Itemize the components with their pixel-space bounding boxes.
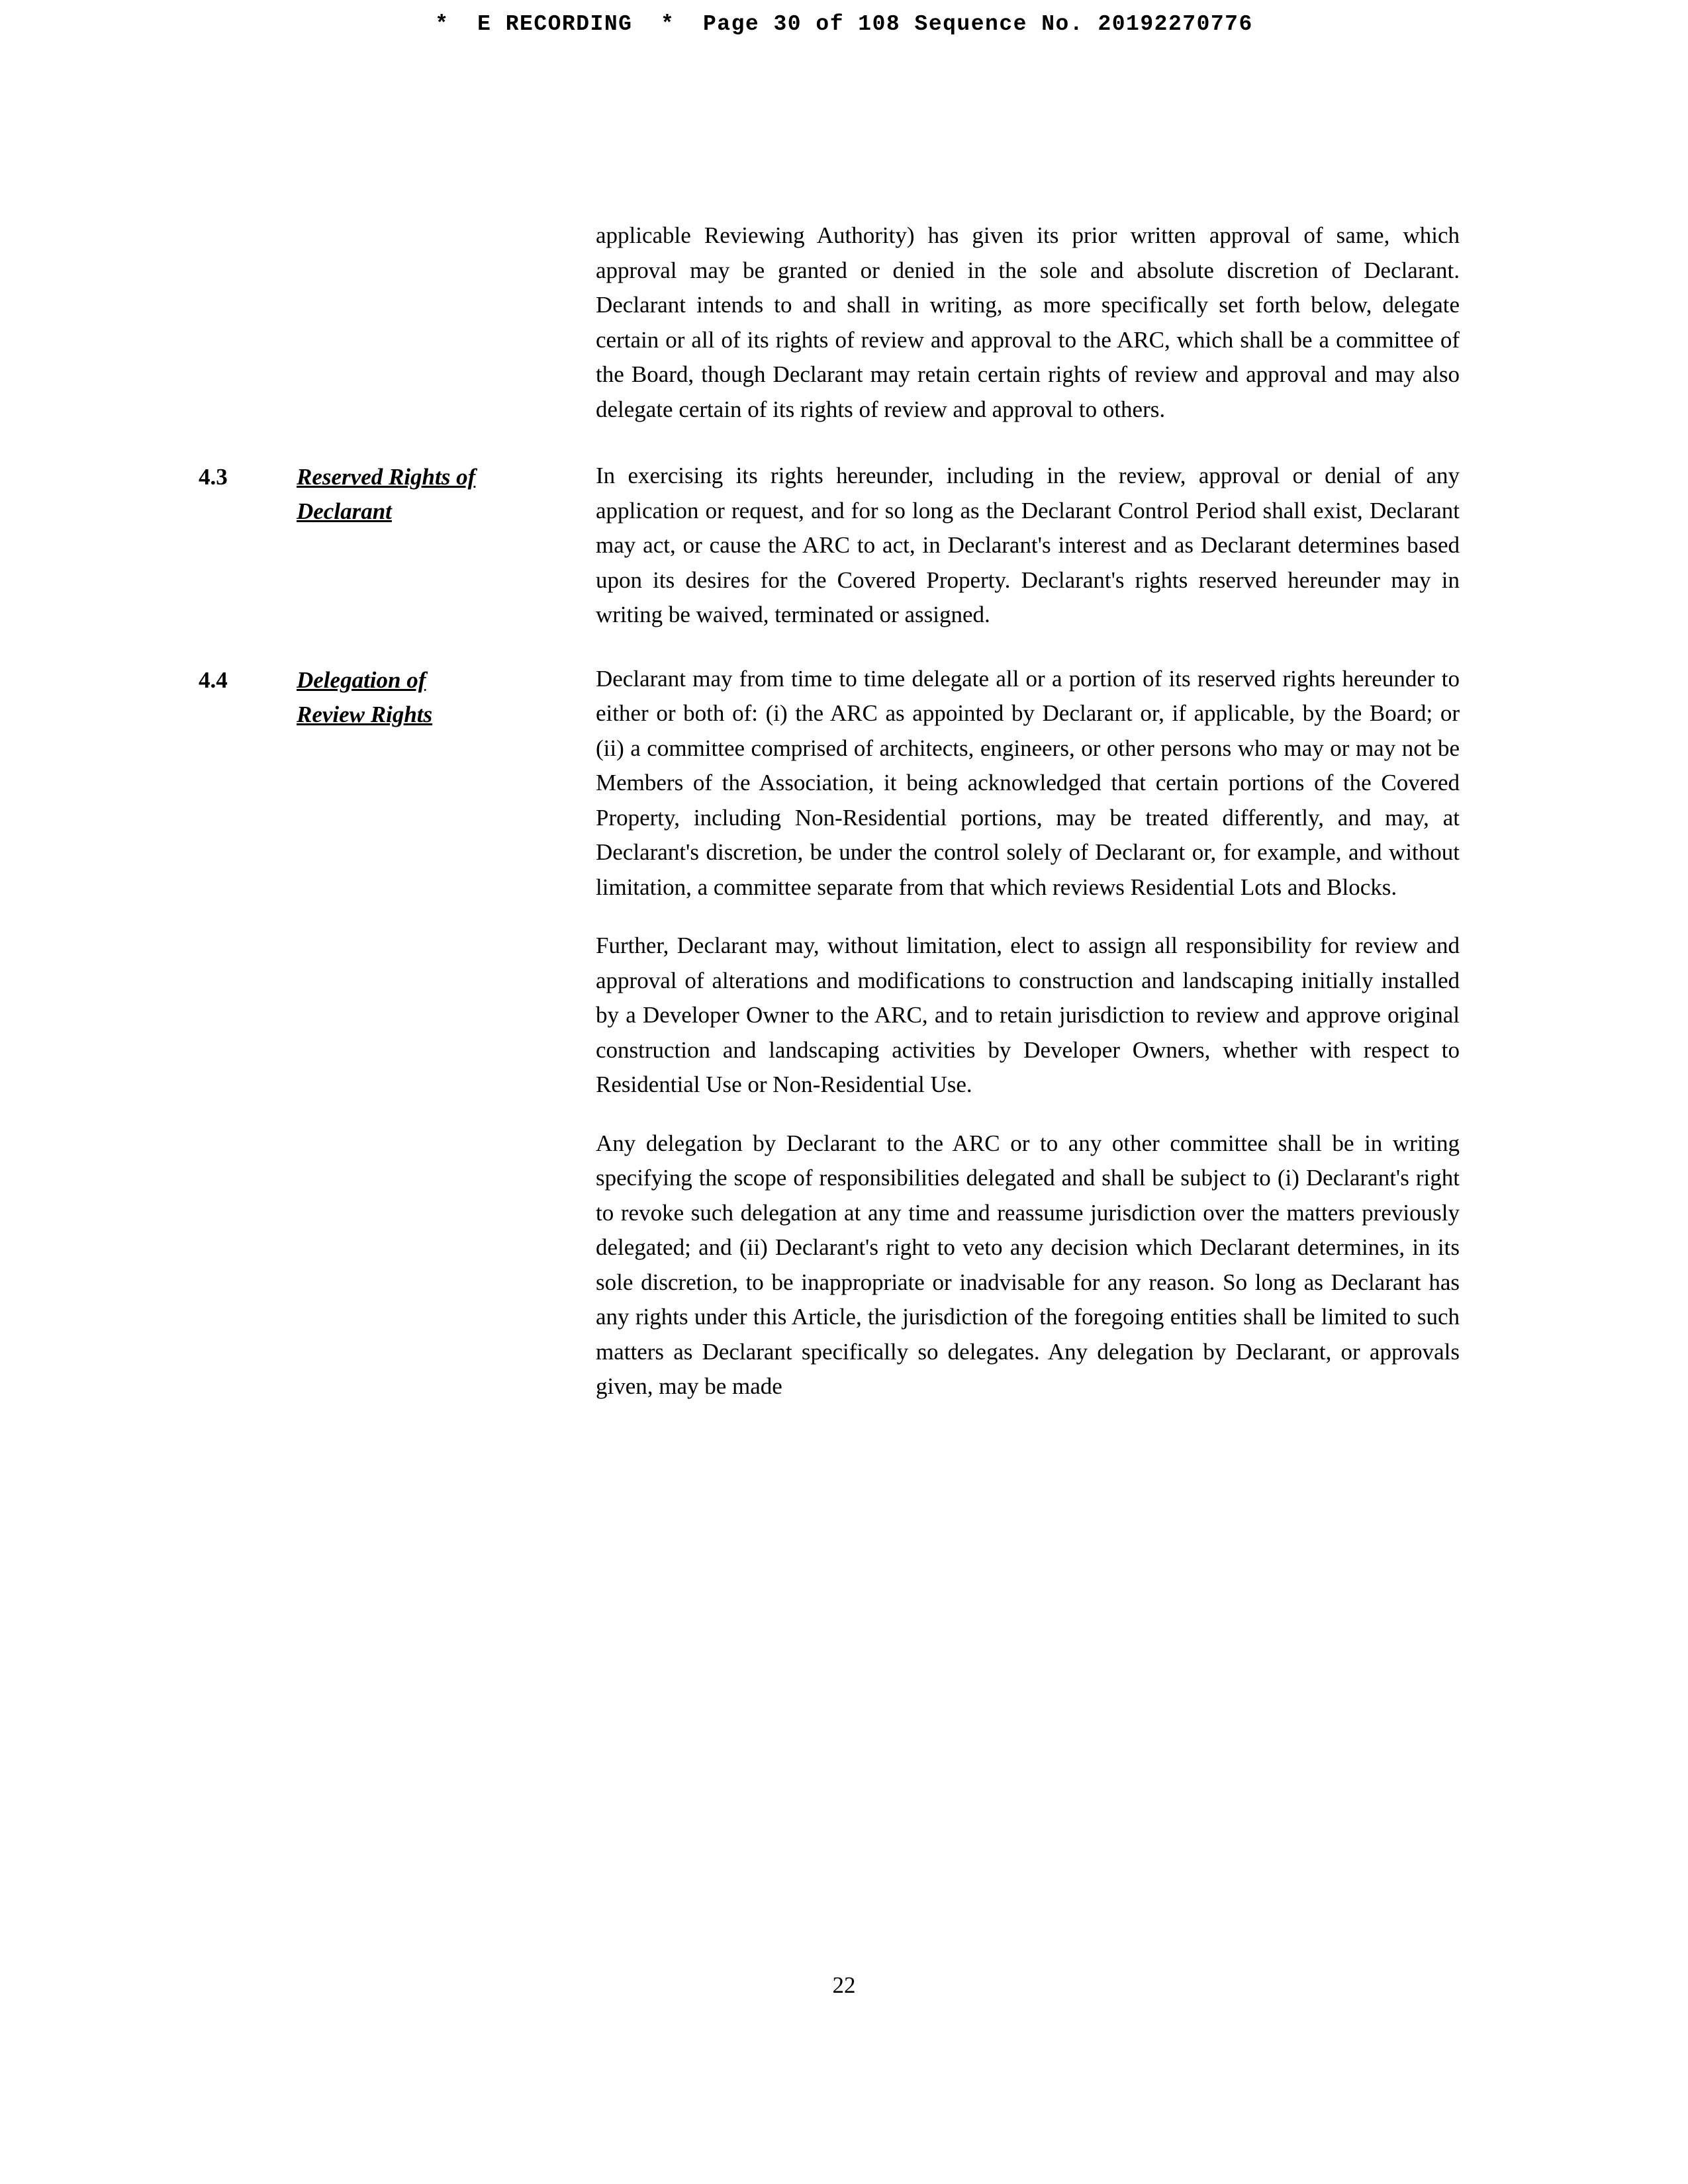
section-body [596,662,1460,1404]
paragraph: applicable Reviewing Authority) has given its prior written approval of same, which approval may be granted or denied in the sole and absolute discretion of Declarant. Declarant intends to and shall in writing, as more specifically set forth below, delegate certain or all of its rights of review and approval to the ARC, which shall be a committee of the Board, though Declarant may retain certain rights of review and approval and may also delegate certain of its rights of review and approval to others. [596,222,1460,422]
section-heading [297,459,596,633]
erecording-header-stamp: * E RECORDING * Page 30 of 108 Sequence No. 20192270776 [435,12,1253,36]
section-heading [297,662,596,1404]
paragraph: Any delegation by Declarant to the ARC or to any other committee shall be in writing specifying the scope of responsibilities delegated and shall be subject to (i) Declarant's right to revoke such delegation at any time and reassume jurisdiction over the matters previously delegated; and (ii) Declarant's right to veto any decision which Declarant determines, in its sole discretion, to be inappropriate or inadvisable for any reason. So long as Declarant has any rights under this Article, the jurisdiction of the foregoing entities shall be limited to such matters as Declarant specifically so delegates. Any delegation by Declarant, or approvals given, may be made [596,1130,1460,1399]
page-number: 22 [832,1972,856,1998]
intro-paragraph-block [199,218,1460,427]
section-4-4 [199,662,1460,1404]
paragraph: Further, Declarant may, without limitation, elect to assign all responsibility for review and approval of alterations and modifications to construction and landscaping initially installed by a Developer Owner to the ARC, and to retain jurisdiction to review and approve original construction and landscaping activities by Developer Owners, whether with respect to Residential Use or Non-Residential Use. [596,933,1460,1097]
document-body [199,218,1460,1433]
section-number: 4.3 [199,464,228,490]
paragraph: In exercising its rights hereunder, including in the review, approval or denial of any application or request, and for so long as the Declarant Control Period shall exist, Declarant may act, or cause the ARC to act, in Declarant's interest and as Declarant determines based upon its desires for the Covered Property. Declarant's rights reserved hereunder may in writing be waived, terminated or assigned. [596,463,1460,627]
section-heading-line-1: Reserved Rights of [297,464,476,490]
intro-left-margin-spacer [199,218,596,427]
section-body [596,459,1460,633]
section-number: 4.4 [199,666,228,693]
section-heading-line-1: Delegation of [297,666,426,693]
section-heading-line-2: Review Rights [297,701,433,727]
paragraph: Declarant may from time to time delegate all or a portion of its reserved rights hereunder to either or both of: (i) the ARC as appointed by Declarant or, if applicable, by the Board; or (ii) a committee comprised of architects, engineers, or other persons who may or may not be Members of the Association, it being acknowledged that certain portions of the Covered Property, including Non-Residential portions, may be treated differently, and may, at Declarant's discretion, be under the control solely of Declarant or, for example, and without limitation, a committee separate from that which reviews Residential Lots and Blocks. [596,665,1460,900]
section-4-3 [199,459,1460,633]
section-heading-line-2: Declarant [297,498,392,524]
intro-paragraph-text [596,218,1460,427]
